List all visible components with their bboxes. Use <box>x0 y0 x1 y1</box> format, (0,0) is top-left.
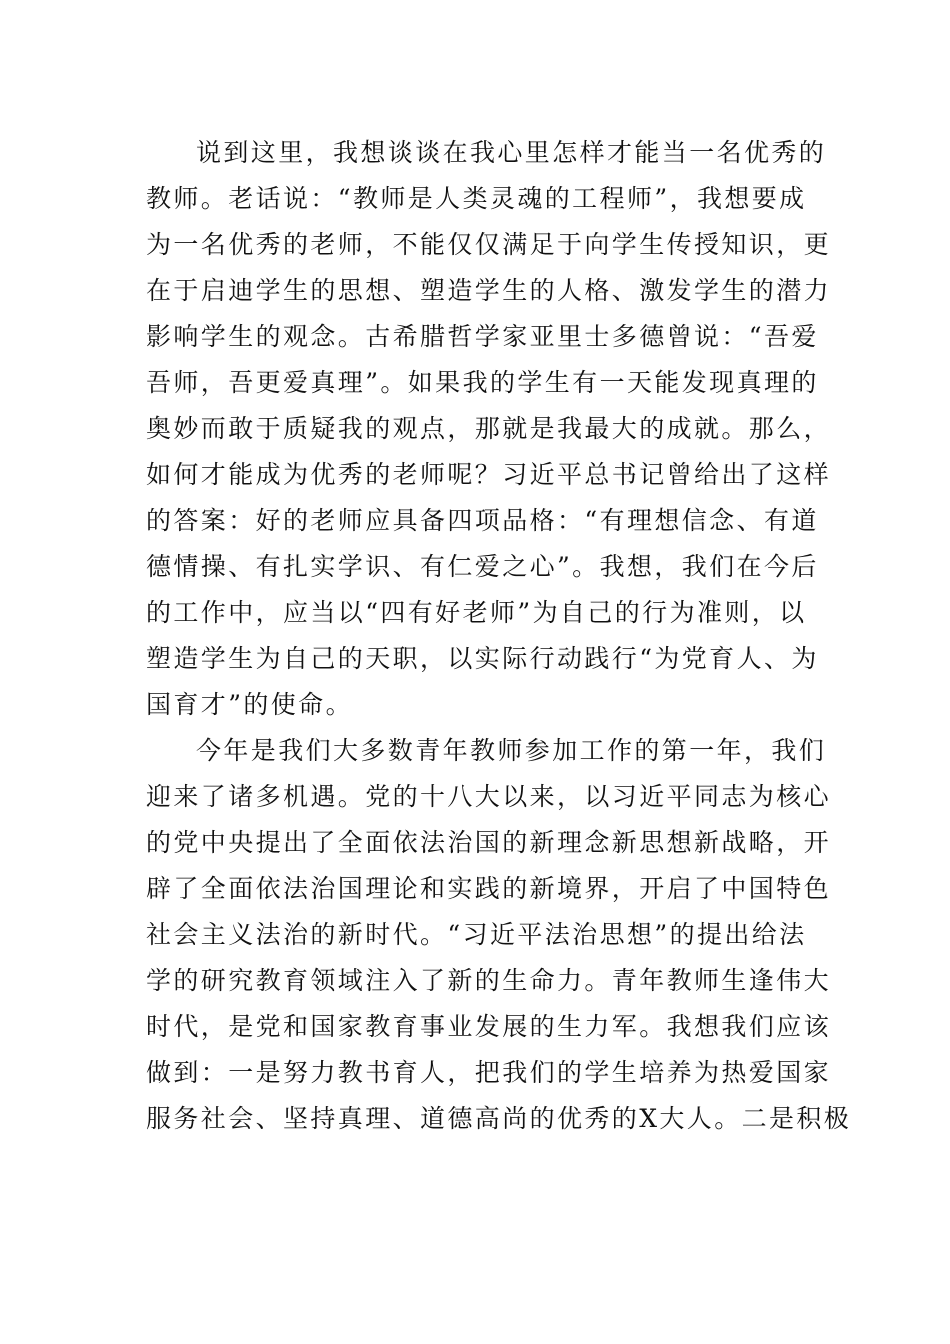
paragraph-1-line-5: 影响学生的观念。古希腊哲学家亚里士多德曾说：“吾爱 <box>146 322 819 351</box>
paragraph-1-line-11: 的工作中，应当以“四有好老师”为自己的行为准则，以 <box>146 598 807 627</box>
paragraph-1-line-9: 的答案：好的老师应具备四项品格：“有理想信念、有道 <box>146 506 819 535</box>
paragraph-2-line-2: 迎来了诸多机遇。党的十八大以来，以习近平同志为核心 <box>146 782 832 811</box>
paragraph-1-line-3: 为一名优秀的老师，不能仅仅满足于向学生传授知识，更 <box>146 230 832 259</box>
paragraph-1-line-12: 塑造学生为自己的天职，以实际行动践行“为党育人、为 <box>146 644 819 673</box>
paragraph-1-line-7: 奥妙而敢于质疑我的观点，那就是我最大的成就。那么， <box>146 414 832 443</box>
paragraph-1-line-4: 在于启迪学生的思想、塑造学生的人格、激发学生的潜力 <box>146 276 832 305</box>
paragraph-2-line-6: 学的研究教育领域注入了新的生命力。青年教师生逢伟大 <box>146 966 832 995</box>
paragraph-1-line-2: 教师。老话说：“教师是人类灵魂的工程师”，我想要成 <box>146 184 807 213</box>
paragraph-2-line-1: 今年是我们大多数青年教师参加工作的第一年，我们 <box>196 736 827 765</box>
paragraph-1-line-10: 德情操、有扎实学识、有仁爱之心”。我想，我们在今后 <box>146 552 819 581</box>
paragraph-1-line-1: 说到这里，我想谈谈在我心里怎样才能当一名优秀的 <box>196 138 827 167</box>
paragraph-2-line-4: 辟了全面依法治国理论和实践的新境界，开启了中国特色 <box>146 874 832 903</box>
paragraph-2-line-9: 服务社会、坚持真理、道德高尚的优秀的X大人。二是积极 <box>146 1104 852 1133</box>
paragraph-2-line-3: 的党中央提出了全面依法治国的新理念新思想新战略，开 <box>146 828 832 857</box>
paragraph-1-line-6: 吾师，吾更爱真理”。如果我的学生有一天能发现真理的 <box>146 368 819 397</box>
paragraph-2-line-7: 时代，是党和国家教育事业发展的生力军。我想我们应该 <box>146 1012 832 1041</box>
paragraph-2-line-5: 社会主义法治的新时代。“习近平法治思想”的提出给法 <box>146 920 807 949</box>
paragraph-2-line-8: 做到：一是努力教书育人，把我们的学生培养为热爱国家 <box>146 1058 832 1087</box>
paragraph-1-line-13: 国育才”的使命。 <box>146 690 353 719</box>
paragraph-1-line-8: 如何才能成为优秀的老师呢？习近平总书记曾给出了这样 <box>146 460 832 489</box>
